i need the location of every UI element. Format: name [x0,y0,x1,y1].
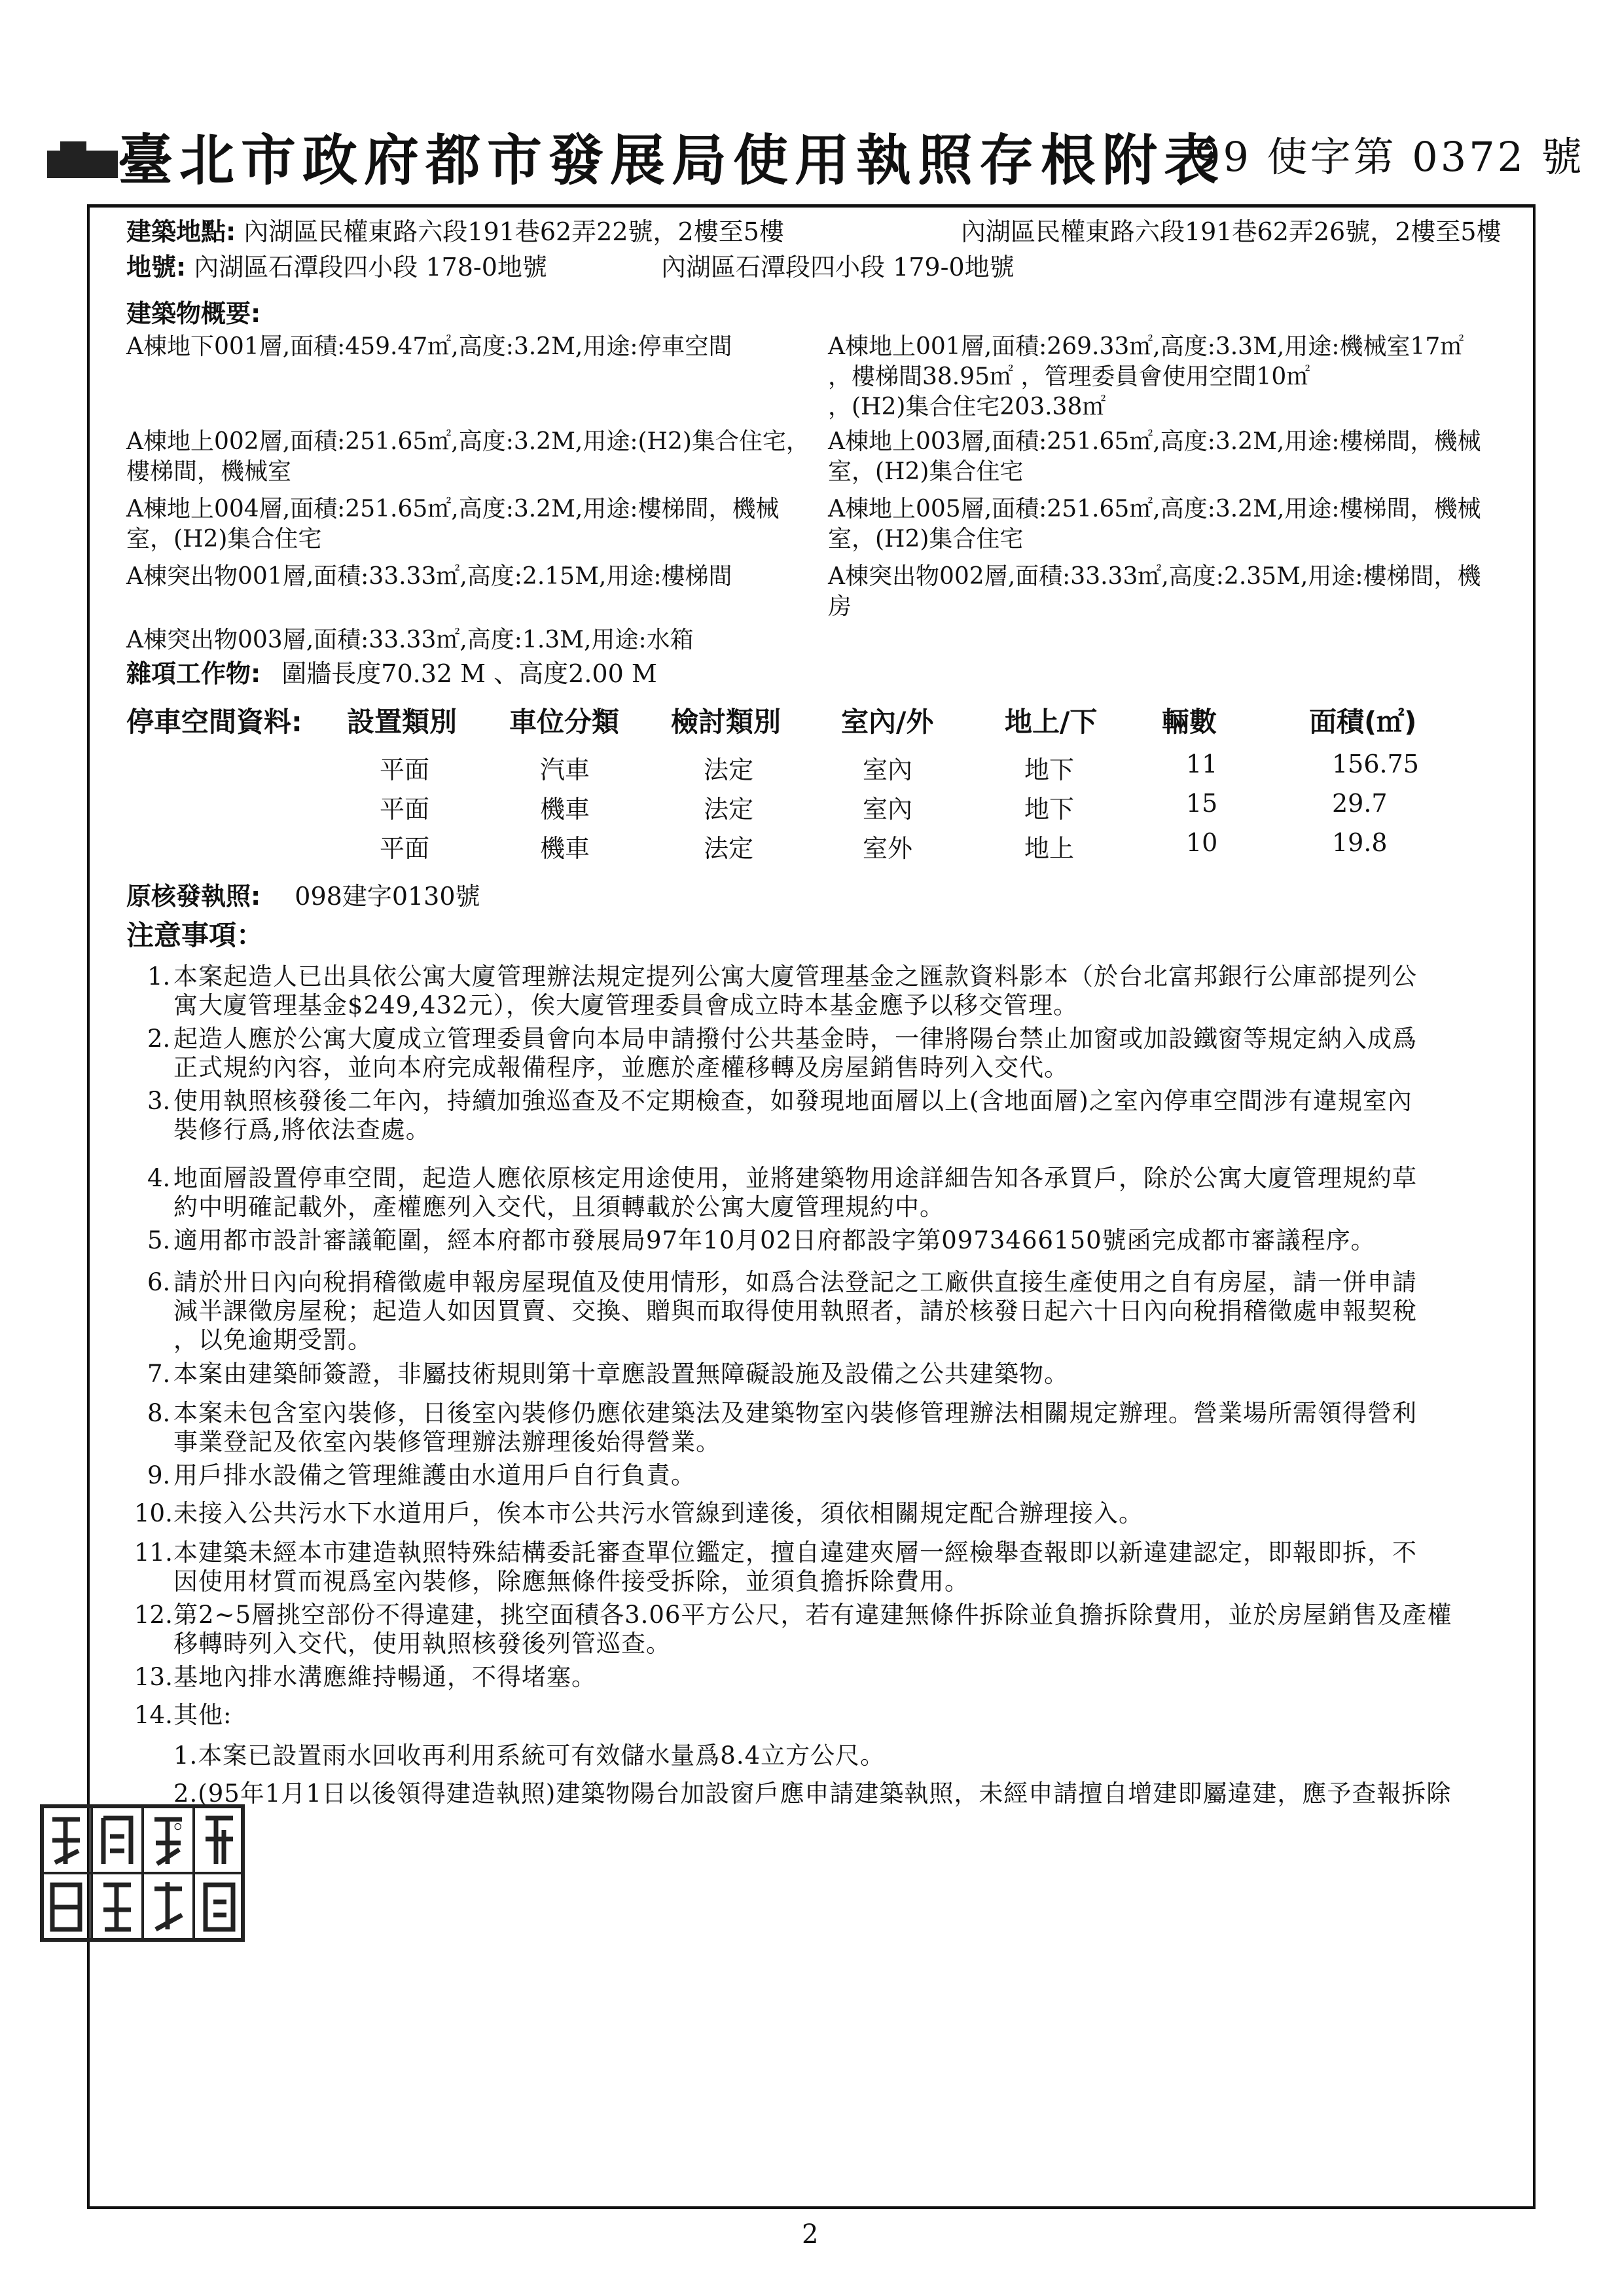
parking-cell: 地上 [1024,834,1075,863]
parking-cell: 室外 [863,834,913,863]
note-3: 使用執照核發後二年內，持續加強巡查及不定期檢查，如發現地面層以上(含地面層)之室內停車空間涉有違規室內 裝修行爲,將依法查處。 [173,1087,1412,1144]
original-permit-value: 098建字0130號 [295,882,480,911]
original-permit-label: 原核發執照: [126,882,261,911]
parking-cell: 汽車 [540,756,590,784]
note-6: 請於卅日內向稅捐稽徵處申報房屋現值及使用情形，如爲合法登記之工廠供直接生產使用之自有房屋，請一併申請 減半課徵房屋稅；起造人如因買賣、交換、贈與而取得使用執照者，請於核發日起六十日內向稅捐稽徵處申報契稅 ，以免逾期受罰。 [173,1268,1417,1354]
floor-left-2: A棟地上002層,面積:251.65㎡,高度:3.2M,用途:(H2)集合住宅， 樓梯間，機械室 [126,428,810,485]
note-number: 1. [147,962,171,991]
overview-label: 建築物概要: [126,299,261,328]
note-13: 基地內排水溝應維持暢通，不得堵塞。 [173,1663,596,1691]
parking-cell: 19.8 [1332,828,1388,857]
note-number: 11. [134,1539,173,1567]
parking-cell: 室內 [863,795,913,824]
note-14: 其他: [173,1701,232,1729]
parking-cell: 法定 [704,756,754,784]
note-other-1: 1.本案已設置雨水回收再利用系統可有效儲水量爲8.4立方公尺。 [173,1741,886,1770]
note-number: 7. [147,1360,171,1388]
parking-header-indoor: 室內/外 [841,706,934,738]
note-number: 10. [134,1499,173,1527]
site-row [126,216,784,247]
parking-cell: 平面 [380,834,430,863]
lot-row [126,251,547,283]
page-title: 臺北市政府都市發展局使用執照存根附表 [118,128,1226,192]
note-number: 12. [134,1601,173,1629]
document-number: 99 使字第 0372 號 [1195,133,1585,181]
floor-left-4: A棟突出物001層,面積:33.33㎡,高度:2.15M,用途:樓梯間 [126,563,732,590]
parking-header-type: 設置類別 [347,706,458,738]
parking-cell: 平面 [380,795,430,824]
note-12: 第2~5層挑空部份不得違建，挑空面積各3.06平方公尺，若有違建無條件拆除並負擔拆除費用，並於房屋銷售及產權 移轉時列入交代，使用執照核發後列管巡查。 [173,1601,1452,1658]
note-number: 8. [147,1399,171,1427]
parking-cell: 室內 [863,756,913,784]
parking-header-count: 輛數 [1162,706,1217,738]
note-11: 本建築未經本市建造執照特殊結構委託審查單位鑑定，擅自違建夾層一經檢舉查報即以新違建認定，即報即拆，不 因使用材質而視爲室內裝修，除應無條件接受拆除，並須負擔拆除費用。 [173,1539,1417,1595]
parking-cell: 11 [1186,750,1218,778]
parking-cell: 機車 [540,795,590,824]
floor-left-5: A棟突出物003層,面積:33.33㎡,高度:1.3M,用途:水箱 [126,627,694,653]
note-number: 3. [147,1087,171,1115]
lot-label: 地號: [126,253,187,282]
parking-cell: 10 [1186,828,1218,857]
parking-cell: 29.7 [1332,789,1388,818]
note-9: 用戶排水設備之管理維護由水道用戶自行負責。 [173,1461,696,1489]
parking-header-category: 車位分類 [509,706,620,738]
floor-right-4: A棟突出物002層,面積:33.33㎡,高度:2.35M,用途:樓梯間，機 房 [828,563,1481,620]
site-address-1: 內湖區民權東路六段191巷62弄22號，2樓至5樓 [243,217,784,246]
floor-left-1: A棟地下001層,面積:459.47㎡,高度:3.2M,用途:停車空間 [126,333,732,360]
site-label: 建築地點: [126,217,236,246]
parking-cell: 機車 [540,834,590,863]
parking-cell: 地下 [1024,756,1075,784]
scan-mark [47,151,118,178]
floor-left-3: A棟地上004層,面積:251.65㎡,高度:3.2M,用途:樓梯間，機械 室，(H2)集合住宅 [126,496,780,553]
parking-label: 停車空間資料: [126,706,302,738]
floor-right-3: A棟地上005層,面積:251.65㎡,高度:3.2M,用途:樓梯間，機械 室，(H2)集合住宅 [828,496,1481,553]
note-10: 未接入公共污水下水道用戶，俟本市公共污水管線到達後，須依相關規定配合辦理接入。 [173,1499,1143,1527]
note-5: 適用都市設計審議範圍，經本府都市發展局97年10月02日府都設字第0973466150號函完成都市審議程序。 [173,1226,1376,1254]
note-number: 5. [147,1226,171,1254]
misc-label: 雜項工作物: [126,659,261,688]
note-8: 本案未包含室內裝修，日後室內裝修仍應依建築法及建築物室內裝修管理辦法相關規定辦理。營業場所需領得營利 事業登記及依室內裝修管理辦法辦理後始得營業。 [173,1399,1417,1456]
parking-cell: 15 [1186,789,1218,818]
notes-label: 注意事項： [126,919,264,951]
note-7: 本案由建築師簽證，非屬技術規則第十章應設置無障礙設施及設備之公共建築物。 [173,1360,1069,1388]
note-number: 6. [147,1268,171,1296]
parking-cell: 地下 [1024,795,1075,824]
note-number: 4. [147,1164,171,1192]
parking-header-area: 面積(㎡) [1309,706,1417,738]
site-address-2: 內湖區民權東路六段191巷62弄26號，2樓至5樓 [961,217,1501,246]
note-1: 本案起造人已出具依公寓大廈管理辦法規定提列公寓大廈管理基金之匯款資料影本（於台北富邦銀行公庫部提列公 寓大廈管理基金$249,432元），俟大廈管理委員會成立時本基金應予以移交管理。 [173,962,1417,1019]
parking-header-level: 地上/下 [1005,706,1098,738]
page-number: 2 [802,2219,819,2250]
parking-cell: 156.75 [1332,750,1419,778]
note-number: 9. [147,1461,171,1489]
floor-right-1: A棟地上001層,面積:269.33㎡,高度:3.3M,用途:機械室17㎡ ，樓梯間38.95㎡ ，管理委員會使用空間10㎡ ，(H2)集合住宅203.38㎡ [828,333,1464,420]
parking-cell: 法定 [704,795,754,824]
seal-stamp [39,1804,245,1942]
note-2: 起造人應於公寓大廈成立管理委員會向本局申請撥付公共基金時，一律將陽台禁止加窗或加設鐵窗等規定納入成爲 正式規約內容，並向本府完成報備程序，並應於產權移轉及房屋銷售時列入交代。 [173,1025,1417,1082]
note-number: 14. [134,1701,173,1729]
note-other-2: 2.(95年1月1日以後領得建造執照)建築物陽台加設窗戶應申請建築執照，未經申請擅自增建即屬違建，應予查報拆除 [173,1779,1452,1808]
parking-cell: 平面 [380,756,430,784]
floor-right-2: A棟地上003層,面積:251.65㎡,高度:3.2M,用途:樓梯間，機械 室，(H2)集合住宅 [828,428,1481,485]
lot-1: 內湖區石潭段四小段 178-0地號 [194,253,547,282]
note-number: 2. [147,1025,171,1053]
parking-header-review: 檢討類別 [671,706,782,738]
misc-row [126,658,657,689]
note-other-3: 。 [173,1806,198,1834]
parking-cell: 法定 [704,834,754,863]
note-number: 13. [134,1663,173,1691]
original-permit-row [126,881,480,912]
note-4: 地面層設置停車空間，起造人應依原核定用途使用，並將建築物用途詳細告知各承買戶，除於公寓大廈管理規約草 約中明確記載外，產權應列入交代，且須轉載於公寓大廈管理規約中。 [173,1164,1417,1221]
misc-value: 圍牆長度70.32 M 、高度2.00 M [281,659,657,688]
lot-2: 內湖區石潭段四小段 179-0地號 [661,253,1015,282]
